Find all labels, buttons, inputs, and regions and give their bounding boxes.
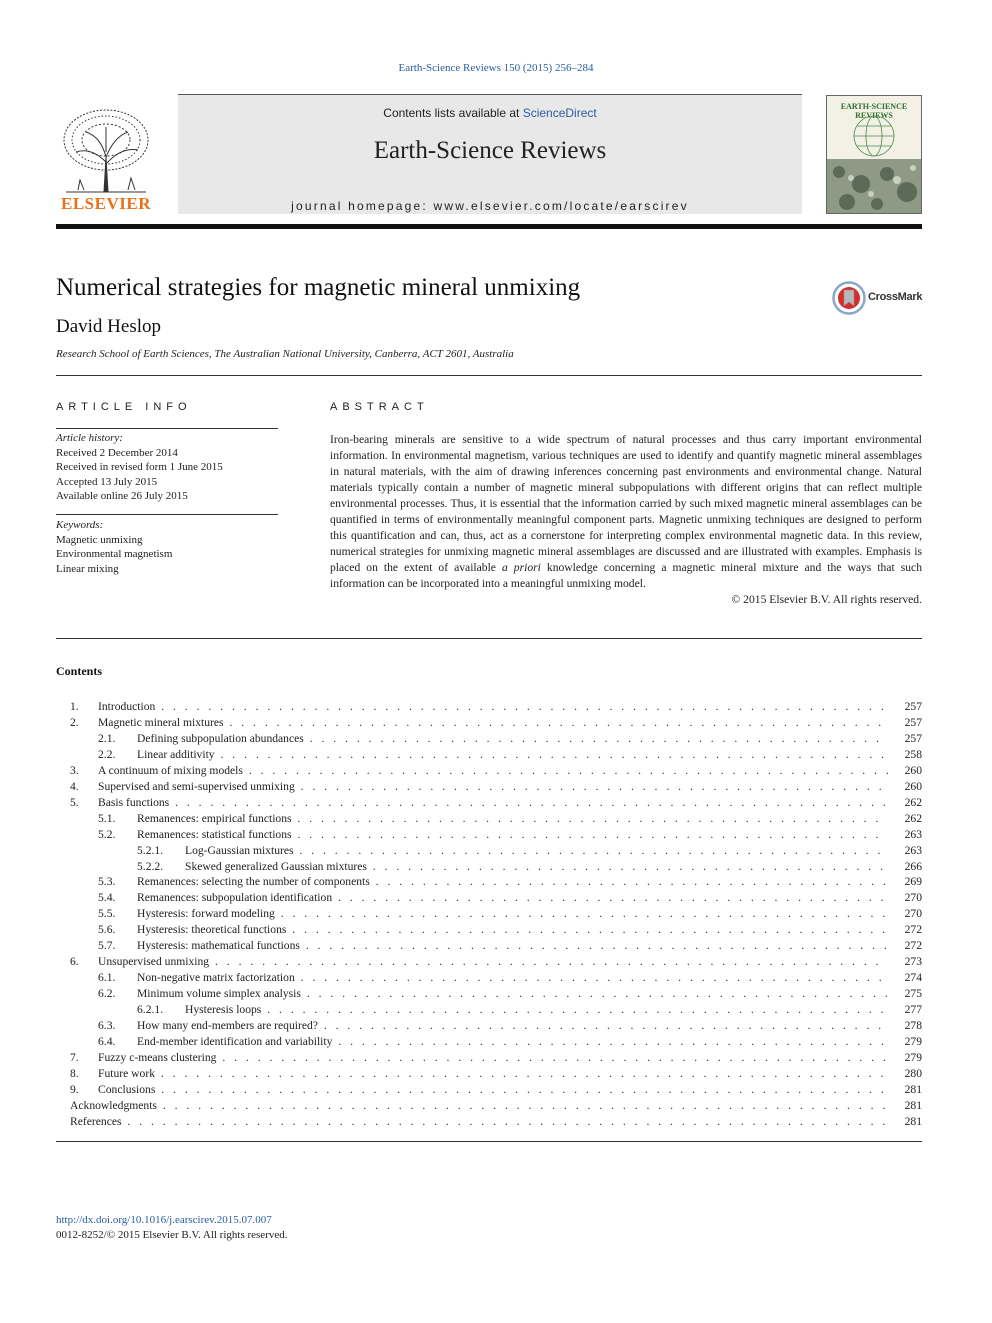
header-band	[178, 94, 802, 214]
article-info-heading: ARTICLE INFO	[56, 401, 192, 413]
toc-page-number: 263	[904, 827, 922, 841]
toc-entry[interactable]	[56, 843, 922, 859]
toc-title[interactable]: Basis functions . . .	[98, 795, 888, 811]
toc-number: 5.3.	[98, 875, 116, 889]
toc-title[interactable]: Remanences: empirical functions . . .	[137, 811, 888, 827]
toc-title[interactable]: A continuum of mixing models . . .	[98, 763, 888, 779]
toc-page-number: 274	[904, 971, 922, 985]
toc-title[interactable]: Future work . . .	[98, 1066, 888, 1082]
toc-title[interactable]: Minimum volume simplex analysis . . .	[137, 986, 888, 1002]
toc-title[interactable]: Non-negative matrix factorization . . .	[137, 970, 888, 986]
toc-title[interactable]: References . . .	[70, 1114, 888, 1130]
journal-homepage[interactable]: journal homepage: www.elsevier.com/locate/earscirev	[291, 199, 689, 213]
toc-entry[interactable]	[56, 874, 922, 890]
toc-entry[interactable]	[56, 906, 922, 922]
toc-number: 5.	[70, 795, 79, 809]
toc-page-number: 257	[904, 715, 922, 729]
toc-title[interactable]: Log-Gaussian mixtures . . .	[185, 843, 888, 859]
sciencedirect-link[interactable]: ScienceDirect	[522, 106, 597, 120]
elsevier-wordmark: ELSEVIER	[61, 194, 151, 213]
toc-entry[interactable]	[56, 1098, 922, 1114]
toc-number: 8.	[70, 1066, 79, 1080]
elsevier-logo	[56, 102, 156, 214]
toc-entry[interactable]	[56, 779, 922, 795]
online-date: Available online 26 July 2015	[56, 490, 188, 502]
toc-entry[interactable]	[56, 859, 922, 875]
toc-number: 3.	[70, 763, 79, 777]
toc-entry[interactable]	[56, 1114, 922, 1130]
contents-prefix: Contents lists available at	[383, 106, 523, 120]
toc-title[interactable]: Fuzzy c-means clustering . . .	[98, 1050, 888, 1066]
toc-number: 1.	[70, 700, 79, 713]
toc-entry[interactable]	[56, 795, 922, 811]
contents-heading: Contents	[56, 664, 103, 678]
toc-page-number: 260	[904, 763, 922, 777]
toc-entry[interactable]	[56, 938, 922, 954]
toc-page-number: 277	[904, 1003, 922, 1017]
toc-number: 6.	[70, 955, 79, 969]
keywords	[56, 518, 286, 576]
toc-page-number: 281	[904, 1082, 922, 1096]
toc-page-number: 273	[904, 955, 922, 969]
toc-number: 6.2.	[98, 987, 116, 1001]
toc-entry[interactable]	[56, 1082, 922, 1098]
toc-entry[interactable]	[56, 1066, 922, 1082]
toc-title[interactable]: End-member identification and variability . . .	[137, 1034, 888, 1050]
divider	[56, 375, 922, 376]
doi-link[interactable]: http://dx.doi.org/10.1016/j.earscirev.2015.07.007	[56, 1214, 272, 1226]
keyword: Magnetic unmixing	[56, 533, 143, 546]
toc-title[interactable]: Supervised and semi-supervised unmixing . . .	[98, 779, 888, 795]
toc-title[interactable]: Remanences: selecting the number of components . . .	[137, 874, 888, 890]
toc-page-number: 281	[904, 1098, 922, 1112]
divider	[56, 1141, 922, 1142]
toc-entry[interactable]	[56, 1050, 922, 1066]
toc-title[interactable]: Magnetic mineral mixtures . . .	[98, 715, 888, 731]
toc-page-number: 270	[904, 891, 922, 905]
keyword: Environmental magnetism	[56, 548, 173, 560]
abstract-copyright: © 2015 Elsevier B.V. All rights reserved.	[731, 593, 922, 606]
toc-number: 2.	[70, 715, 79, 729]
divider	[56, 514, 278, 515]
keyword: Linear mixing	[56, 562, 119, 575]
crossmark-badge[interactable]	[832, 281, 922, 315]
toc-title[interactable]: Defining subpopulation abundances . . .	[137, 731, 888, 747]
accepted-date: Accepted 13 July 2015	[56, 475, 158, 488]
toc-number: 5.6.	[98, 923, 116, 937]
toc-number: 6.2.1.	[137, 1003, 164, 1017]
toc-page-number: 266	[904, 859, 922, 873]
toc-page-number: 270	[904, 907, 922, 921]
toc-title[interactable]: Hysteresis: mathematical functions . . .	[137, 938, 888, 954]
article-history	[56, 431, 286, 504]
toc-entry[interactable]	[56, 731, 922, 747]
toc-title[interactable]: How many end-members are required? . . .	[137, 1018, 888, 1034]
toc-entry[interactable]	[56, 827, 922, 843]
cover-title: EARTH-SCIENCE REVIEWS	[840, 102, 908, 120]
toc-entry[interactable]	[56, 1018, 922, 1034]
header-rule	[56, 224, 922, 229]
toc-page-number: 263	[904, 843, 922, 857]
toc-number: 5.7.	[98, 939, 116, 953]
abstract-italic: a priori	[501, 561, 541, 574]
toc-entry[interactable]	[56, 699, 922, 715]
toc-title[interactable]: Remanences: statistical functions . . .	[137, 827, 888, 843]
journal-reference-link[interactable]: Earth-Science Reviews 150 (2015) 256–284	[398, 62, 594, 74]
tree-icon	[56, 102, 156, 194]
toc-number: 2.2.	[98, 747, 116, 761]
toc-page-number: 262	[904, 811, 922, 825]
toc-number: 6.1.	[98, 971, 116, 985]
contents-available-line	[178, 106, 802, 120]
journal-header	[56, 94, 922, 214]
abstract-heading: ABSTRACT	[330, 401, 429, 413]
abstract-paragraph: Iron-bearing minerals are sensitive to a wide spectrum of natural processes and thus carry important environmental information. In environmental magnetism, various techniques are used to identify and quantify magnetic mineral assemblages in natural materials, with the aim of drawing inferences concerning past environments and environmental change. Natural materials typically contain a number of magnetic mineral subpopulations with different origins that can reflect multiple environmental processes. Thus, it is essential that the information carried by such mixed magnetic mineral assemblages can be quantified in terms of environmentally meaningful component parts. Magnetic unmixing techniques are designed to perform this quantification and can, thus, act as a cornerstone for interpreting complex environmental magnetic data. In this review, numerical strategies for unmixing magnetic mineral assemblages are discussed and are illustrated with examples. Emphasis is placed on the extent of available a priori knowledge concerning a magnetic mineral mixture and the ways that such information can be incorporated into a meaningful unmixing model.	[330, 433, 922, 590]
table-of-contents	[56, 699, 922, 1130]
toc-entry[interactable]	[56, 763, 922, 779]
toc-title[interactable]: Hysteresis: forward modeling . . .	[137, 906, 888, 922]
journal-cover-thumbnail[interactable]	[826, 95, 922, 214]
toc-title[interactable]: Introduction . . .	[98, 699, 888, 715]
toc-title[interactable]: Hysteresis loops . . .	[185, 1002, 888, 1018]
toc-page-number: 262	[904, 795, 922, 809]
toc-entry[interactable]	[56, 922, 922, 938]
toc-page-number: 260	[904, 779, 922, 793]
keywords-label: Keywords:	[56, 519, 104, 531]
toc-number: 6.4.	[98, 1035, 116, 1049]
toc-title[interactable]: Linear additivity . . .	[137, 747, 888, 763]
toc-entry[interactable]	[56, 1034, 922, 1050]
toc-entry[interactable]	[56, 811, 922, 827]
toc-page-number: 279	[904, 1035, 922, 1049]
toc-page-number: 275	[904, 987, 922, 1001]
revised-date: Received in revised form 1 June 2015	[56, 461, 223, 473]
toc-entry[interactable]	[56, 1002, 922, 1018]
toc-page-number: 258	[904, 747, 922, 761]
article-title: Numerical strategies for magnetic mineral unmixing	[56, 274, 581, 301]
toc-number: 6.3.	[98, 1019, 116, 1033]
toc-title[interactable]: Conclusions . . .	[98, 1082, 888, 1098]
toc-title[interactable]: Hysteresis: theoretical functions . . .	[137, 922, 888, 938]
toc-page-number: 278	[904, 1019, 922, 1033]
toc-title[interactable]: Unsupervised unmixing . . .	[98, 954, 888, 970]
history-label: Article history:	[56, 432, 123, 444]
toc-page-number: 257	[904, 700, 922, 713]
abstract-body	[330, 432, 922, 608]
toc-number: 4.	[70, 779, 79, 793]
crossmark-icon	[832, 281, 866, 315]
toc-number: 5.1.	[98, 811, 116, 825]
toc-number: 5.4.	[98, 891, 116, 905]
toc-number: 9.	[70, 1082, 79, 1096]
toc-entry[interactable]	[56, 954, 922, 970]
crossmark-label: CrossMark	[868, 291, 923, 303]
toc-number: 5.5.	[98, 907, 116, 921]
toc-entry[interactable]	[56, 715, 922, 731]
divider	[56, 638, 922, 639]
journal-title: Earth-Science Reviews	[373, 137, 607, 164]
toc-page-number: 280	[904, 1066, 922, 1080]
toc-page-number: 272	[904, 923, 922, 937]
toc-page-number: 281	[904, 1114, 922, 1128]
toc-entry[interactable]	[56, 747, 922, 763]
toc-page-number: 269	[904, 875, 922, 889]
toc-number: 2.1.	[98, 731, 116, 745]
author-affiliation: Research School of Earth Sciences, The Australian National University, Canberra, ACT 2601, Australia	[56, 348, 514, 360]
toc-title[interactable]: Skewed generalized Gaussian mixtures . . .	[185, 859, 888, 875]
globe-icon	[827, 114, 921, 213]
issn-copyright: 0012-8252/© 2015 Elsevier B.V. All rights reserved.	[56, 1229, 288, 1241]
divider	[56, 428, 278, 429]
toc-title[interactable]: Acknowledgments . . .	[70, 1098, 888, 1114]
toc-number: 5.2.1.	[137, 843, 164, 857]
received-date: Received 2 December 2014	[56, 446, 178, 459]
toc-number: 5.2.2.	[137, 859, 164, 873]
author-name: David Heslop	[56, 316, 162, 337]
toc-number: 7.	[70, 1050, 79, 1064]
toc-page-number: 257	[904, 731, 922, 745]
toc-entry[interactable]	[56, 986, 922, 1002]
toc-page-number: 279	[904, 1050, 922, 1064]
toc-page-number: 272	[904, 939, 922, 953]
toc-entry[interactable]	[56, 890, 922, 906]
toc-entry[interactable]	[56, 970, 922, 986]
toc-number: 5.2.	[98, 827, 116, 841]
toc-title[interactable]: Remanences: subpopulation identification . . .	[137, 890, 888, 906]
